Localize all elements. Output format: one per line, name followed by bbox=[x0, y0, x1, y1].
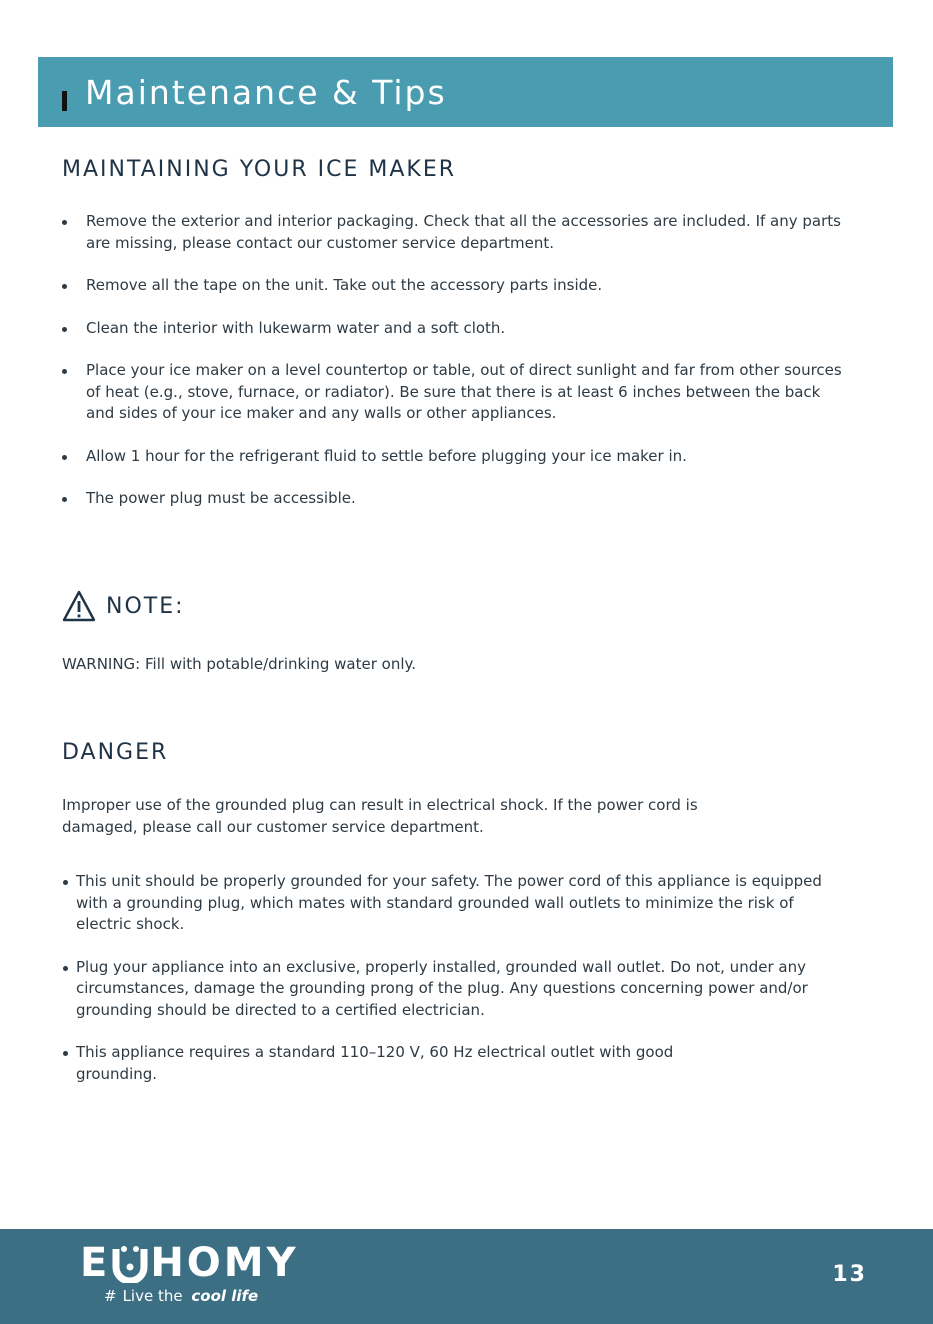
tagline-emphasis: cool life bbox=[191, 1287, 259, 1305]
header-accent-mark bbox=[62, 91, 67, 111]
maintaining-list bbox=[62, 211, 852, 531]
note-heading bbox=[62, 590, 185, 622]
danger-section-title: DANGER bbox=[62, 740, 169, 765]
brand-tagline bbox=[104, 1287, 258, 1305]
list-item: This unit should be properly grounded for your safety. The power cord of this appliance is equipped with a grounding plug, which mates with standard grounded wall outlets to minimize the risk of electric shock. bbox=[62, 871, 822, 936]
logo-letters-homy: HOMY bbox=[150, 1240, 299, 1286]
header-bar bbox=[38, 57, 893, 127]
page-number: 13 bbox=[832, 1262, 867, 1287]
note-text: WARNING: Fill with potable/drinking water only. bbox=[62, 655, 417, 673]
list-item: Remove the exterior and interior packaging. Check that all the accessories are included. If any parts are missing, please contact our customer service department. bbox=[62, 211, 852, 254]
tagline-prefix: Live the bbox=[122, 1287, 183, 1305]
list-item: This appliance requires a standard 110–120 V, 60 Hz electrical outlet with good grounding. bbox=[62, 1042, 741, 1085]
list-item: Remove all the tape on the unit. Take out the accessory parts inside. bbox=[62, 275, 852, 297]
maintaining-section-title: MAINTAINING YOUR ICE MAKER bbox=[62, 157, 457, 182]
note-label: NOTE: bbox=[106, 593, 185, 619]
brand-logo bbox=[80, 1240, 299, 1286]
logo-letter-e: E bbox=[80, 1240, 111, 1286]
danger-list bbox=[62, 871, 822, 1106]
tagline-hash: # bbox=[104, 1287, 117, 1305]
list-item: Allow 1 hour for the refrigerant fluid to settle before plugging your ice maker in. bbox=[62, 446, 852, 468]
list-item: Clean the interior with lukewarm water and a soft cloth. bbox=[62, 318, 852, 340]
list-item: Place your ice maker on a level countertop or table, out of direct sunlight and far from other sources of heat (e.g., stove, furnace, or radiator). Be sure that there is at least 6 inches between the back and sides of your ice maker and any walls or other appliances. bbox=[62, 360, 852, 425]
list-item: Plug your appliance into an exclusive, properly installed, grounded wall outlet. Do not, under any circumstances, damage the grounding prong of the plug. Any questions concerning power and/or grounding should be directed to a certified electrician. bbox=[62, 957, 822, 1022]
warning-triangle-icon bbox=[62, 590, 96, 622]
page-title: Maintenance & Tips bbox=[85, 72, 447, 112]
danger-intro: Improper use of the grounded plug can result in electrical shock. If the power cord is damaged, please call our customer service department. bbox=[62, 796, 698, 836]
list-item: The power plug must be accessible. bbox=[62, 488, 852, 510]
logo-u-icon bbox=[112, 1243, 148, 1283]
